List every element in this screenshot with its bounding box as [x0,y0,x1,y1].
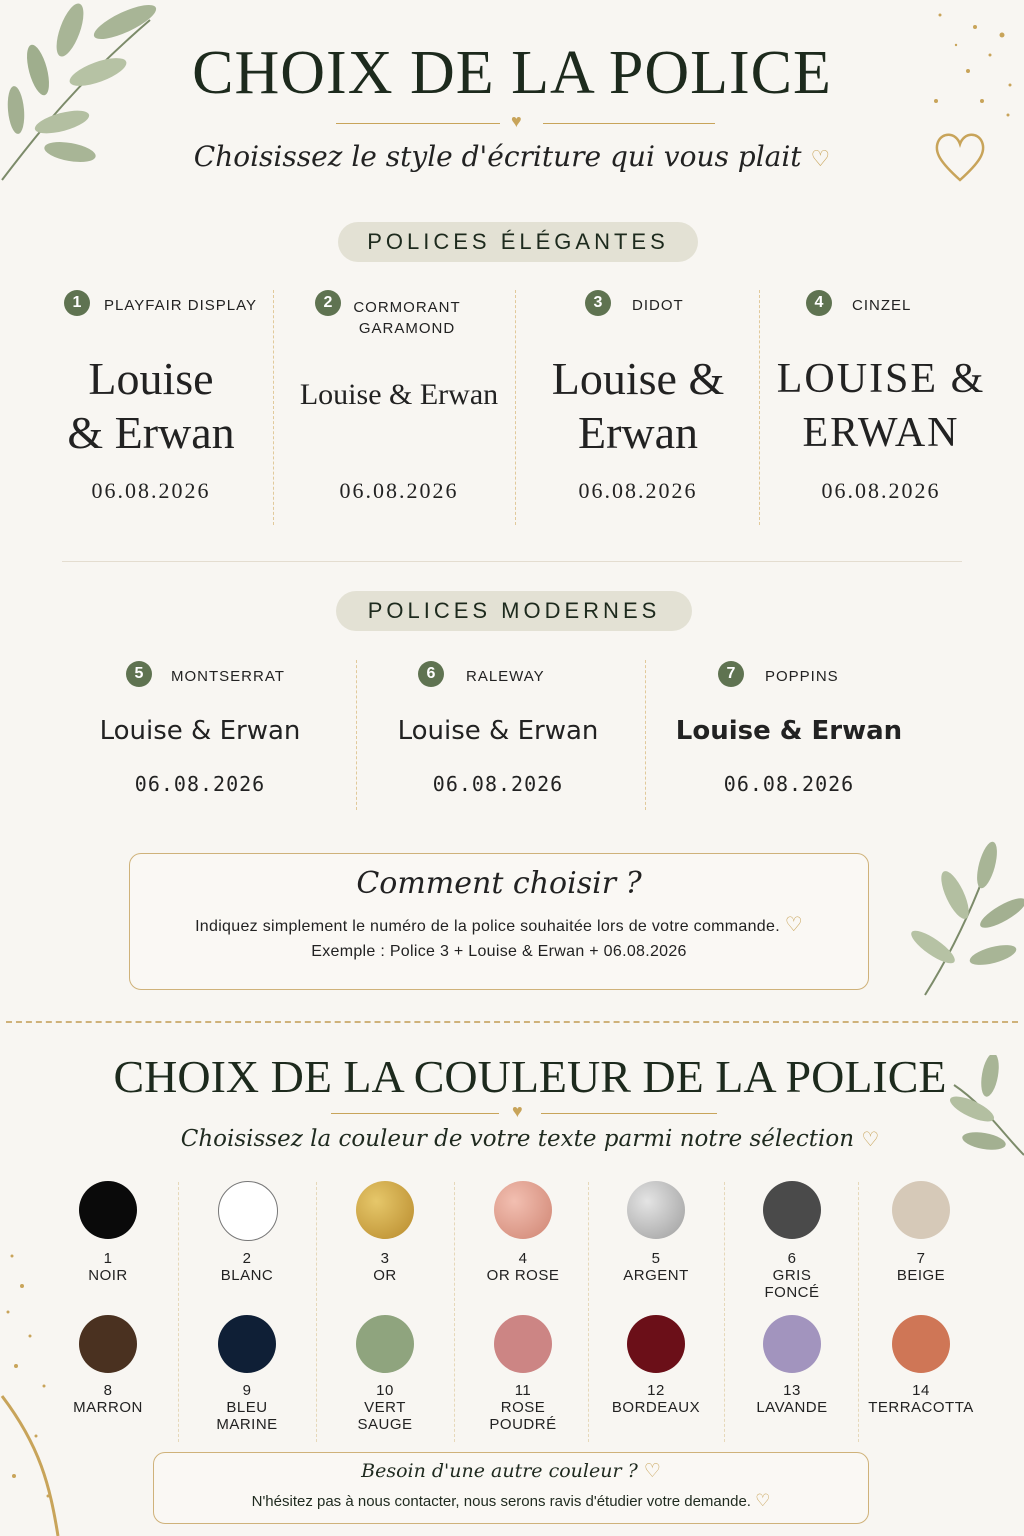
color-swatch-label [458,1382,588,1433]
section-divider [62,561,962,562]
column-separator [356,660,357,810]
color-name: MARINE [216,1416,278,1433]
heart-outline-icon: ♡ [643,1460,661,1482]
font-name-label [346,297,468,339]
color-name: MARRON [73,1399,143,1416]
font-name-label: MONTSERRAT [171,668,285,685]
column-separator [858,1182,859,1442]
font-sample-date: 06.08.2026 [432,772,564,796]
page-title: CHOIX DE LA POLICE [192,39,832,107]
color-swatch[interactable] [627,1181,685,1239]
page-subtitle [0,140,1024,173]
font-sample [770,352,992,460]
color-name: VERT [364,1399,406,1416]
color-number: 6 [787,1250,797,1267]
contact-title [153,1460,869,1482]
color-number: 11 [514,1382,532,1399]
how-to-line: Indiquez simplement le numéro de la police souhaitée lors de votre commande. [195,918,780,935]
color-number: 13 [783,1382,801,1399]
heart-icon: ♥ [511,111,522,131]
font-sample-date: 06.08.2026 [821,478,941,503]
column-separator [724,1182,725,1442]
color-swatch-label [856,1250,986,1284]
subtitle-text: Choisissez le style d'écriture qui vous plait [193,140,802,173]
color-number: 9 [242,1382,252,1399]
title-divider-right [541,1113,717,1114]
font-name-line: CORMORANT [353,299,461,316]
font-number-badge: 4 [806,290,832,316]
color-name: OR ROSE [486,1267,560,1284]
color-number: 10 [376,1382,394,1399]
color-name: BEIGE [896,1267,946,1284]
font-sample-line: Erwan [577,407,699,458]
color-number: 12 [647,1382,665,1399]
color-swatch-label [591,1250,721,1284]
font-sample-date: 06.08.2026 [134,772,266,796]
title-divider-left [331,1113,499,1114]
font-number-badge: 3 [585,290,611,316]
title-divider-right [543,123,715,124]
column-separator [645,660,646,810]
section-divider-dashed [6,1021,1018,1023]
color-swatch[interactable] [356,1315,414,1373]
heart-icon: ♥ [512,1101,523,1121]
column-separator [515,290,516,525]
color-swatch[interactable] [494,1181,552,1239]
font-sample [40,352,262,460]
color-section-title: CHOIX DE LA COULEUR DE LA POLICE [113,1051,947,1102]
font-sample: Louise & Erwan [675,716,903,746]
color-swatch[interactable] [892,1181,950,1239]
column-separator [759,290,760,525]
font-name-label: CINZEL [852,297,912,314]
color-number: 5 [651,1250,661,1267]
section-label-elegant: POLICES ÉLÉGANTES [338,222,698,262]
color-name: NOIR [88,1267,128,1284]
font-number-badge: 2 [315,290,341,316]
color-swatch-label [320,1382,450,1433]
heart-outline-icon: ♡ [784,914,803,936]
color-number: 1 [103,1250,113,1267]
font-sample: Louise & Erwan [99,716,301,746]
color-swatch[interactable] [494,1315,552,1373]
font-number-badge: 5 [126,661,152,687]
how-to-title: Comment choisir ? [356,866,642,901]
color-swatch-label [727,1250,857,1301]
color-swatch[interactable] [79,1315,137,1373]
color-swatch-label [182,1382,312,1433]
color-swatch-label [43,1382,173,1416]
column-separator [178,1182,179,1442]
color-swatch[interactable] [763,1315,821,1373]
color-name: TERRACOTTA [868,1399,974,1416]
font-sample-line: Louise & [551,353,725,404]
font-sample-date: 06.08.2026 [339,478,459,503]
color-name: LAVANDE [756,1399,828,1416]
color-name: SAUGE [357,1416,413,1433]
color-swatch[interactable] [218,1181,278,1241]
color-name: POUDRÉ [489,1416,557,1433]
color-name: BLEU [226,1399,268,1416]
color-number: 8 [103,1382,113,1399]
color-name: OR [373,1267,397,1284]
color-swatch-label [182,1250,312,1284]
font-sample-date: 06.08.2026 [723,772,855,796]
color-swatch-label [43,1250,173,1284]
heart-outline-icon: ♡ [861,1127,880,1151]
column-separator [588,1182,589,1442]
column-separator [316,1182,317,1442]
color-number: 3 [380,1250,390,1267]
heart-outline-icon: ♡ [755,1491,771,1510]
font-name-label: PLAYFAIR DISPLAY [104,297,257,314]
color-section-subtitle [0,1126,1024,1152]
contact-text-line: N'hésitez pas à nous contacter, nous serons ravis d'étudier votre demande. [251,1493,751,1510]
color-name: BORDEAUX [611,1399,701,1416]
section-label-modern: POLICES MODERNES [336,591,692,631]
leaf-branch-right-middle-icon [895,835,1024,1005]
color-number: 2 [242,1250,252,1267]
color-swatch[interactable] [763,1181,821,1239]
color-name: ARGENT [623,1267,689,1284]
color-swatch[interactable] [627,1315,685,1373]
contact-title-text: Besoin d'une autre couleur ? [361,1460,638,1482]
color-swatch[interactable] [218,1315,276,1373]
font-number-badge: 6 [418,661,444,687]
color-number: 14 [912,1382,930,1399]
contact-text [153,1491,869,1511]
font-sample-date: 06.08.2026 [578,478,698,503]
color-swatch[interactable] [356,1181,414,1239]
font-number-badge: 1 [64,290,90,316]
font-sample [527,352,749,460]
font-sample-line: & Erwan [67,407,235,458]
column-separator [454,1182,455,1442]
color-swatch-label [458,1250,588,1284]
font-name-label: POPPINS [765,668,839,685]
color-number: 7 [916,1250,926,1267]
color-name: BLANC [220,1267,274,1284]
font-sample-line: LOUISE & [776,356,986,402]
color-swatch-label [320,1250,450,1284]
column-separator [273,290,274,525]
color-swatch-label [591,1382,721,1416]
color-name: ROSE [500,1399,546,1416]
font-number-badge: 7 [718,661,744,687]
subtitle-text: Choisissez la couleur de votre texte parmi notre sélection [180,1126,855,1152]
color-swatch[interactable] [79,1181,137,1239]
font-name-label: RALEWAY [466,668,545,685]
font-sample: Louise & Erwan [299,378,499,411]
color-name: GRIS [772,1267,812,1284]
heart-outline-icon: ♡ [810,147,831,172]
font-sample: Louise & Erwan [397,716,599,746]
color-name: FONCÉ [764,1284,820,1301]
font-sample-line: ERWAN [802,410,960,456]
title-divider-left [336,123,500,124]
color-number: 4 [518,1250,528,1267]
how-to-example: Exemple : Police 3 + Louise & Erwan + 06.08.2026 [311,943,687,960]
font-name-label: DIDOT [632,297,684,314]
font-name-line: GARAMOND [358,320,456,337]
color-swatch[interactable] [892,1315,950,1373]
color-swatch-label [856,1382,986,1416]
font-sample-date: 06.08.2026 [91,478,211,503]
color-swatch-label [727,1382,857,1416]
font-sample-line: Louise [88,353,214,404]
how-to-text [129,912,869,937]
